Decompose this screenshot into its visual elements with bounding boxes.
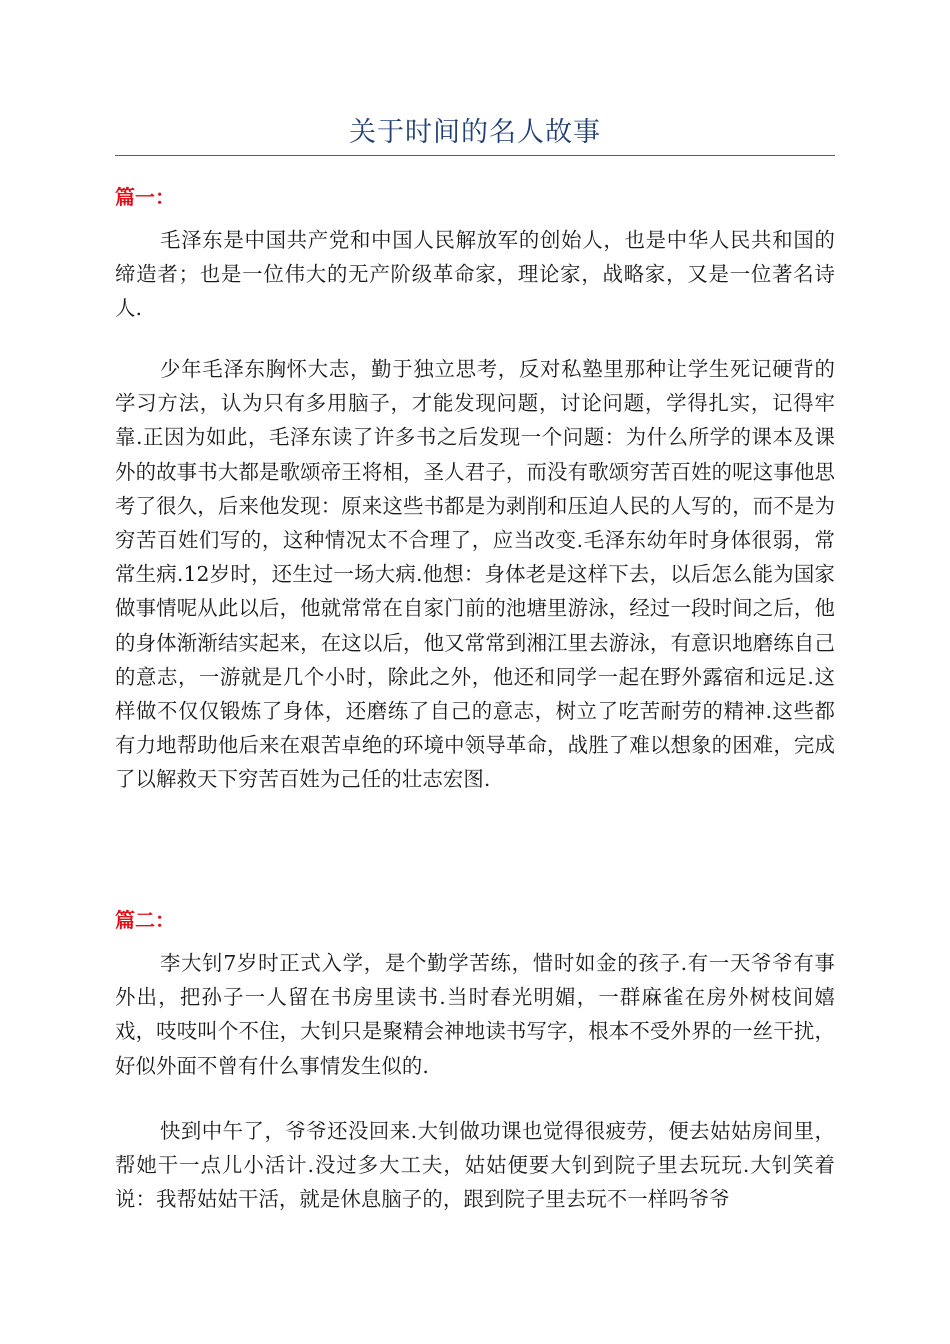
document-title: 关于时间的名人故事	[349, 117, 601, 148]
section-2-paragraph-1: 李大钊7岁时正式入学，是个勤学苦练，惜时如金的孩子.有一天爷爷有事外出，把孙子一人留在书房里读书.当时春光明媚，一群麻雀在房外树枝间嬉戏，吱吱叫个不住，大钊只是聚精会神地读书写字，根本不受外界的一丝干扰，好似外面不曾有什么事情发生似的.	[115, 951, 835, 1078]
title-underline	[115, 155, 835, 156]
section-1-paragraph-2: 少年毛泽东胸怀大志，勤于独立思考，反对私塾里那种让学生死记硬背的学习方法，认为只有多用脑子，才能发现问题，讨论问题，学得扎实，记得牢靠.正因为如此，毛泽东读了许多书之后发现一个问题：为什么所学的课本及课外的故事书大都是歌颂帝王将相，圣人君子，而没有歌颂穷苦百姓的呢这事他思考了很久，后来他发现：原来这些书都是为剥削和压迫人民的人写的，而不是为穷苦百姓们写的，这种情况太不合理了，应当改变.毛泽东幼年时身体很弱，常常生病.12岁时，还生过一场大病.他想：身体老是这样下去，以后怎么能为国家做事情呢从此以后，他就常常在自家门前的池塘里游泳，经过一段时间之后，他的身体渐渐结实起来，在这以后，他又常常到湘江里去游泳，有意识地磨练自己的意志，一游就是几个小时，除此之外，他还和同学一起在野外露宿和远足.这样做不仅仅锻炼了身体，还磨练了自己的意志，树立了吃苦耐劳的精神.这些都有力地帮助他后来在艰苦卓绝的环境中领导革命，战胜了难以想象的困难，完成了以解救天下穷苦百姓为己任的壮志宏图.	[115, 357, 835, 792]
section-1-paragraph-1: 毛泽东是中国共产党和中国人民解放军的创始人，也是中华人民共和国的缔造者；也是一位伟大的无产阶级革命家，理论家，战略家，又是一位著名诗人.	[115, 228, 835, 321]
section-2-paragraph-2: 快到中午了，爷爷还没回来.大钊做功课也觉得很疲劳，便去姑姑房间里，帮她干一点儿小活计.没过多大工夫，姑姑便要大钊到院子里去玩玩.大钊笑着说：我帮姑姑干活，就是休息脑子的，跟到院子里去玩不一样吗爷爷	[115, 1119, 835, 1212]
section-heading-1: 篇一：	[115, 185, 175, 209]
section-heading-2: 篇二：	[115, 908, 175, 932]
